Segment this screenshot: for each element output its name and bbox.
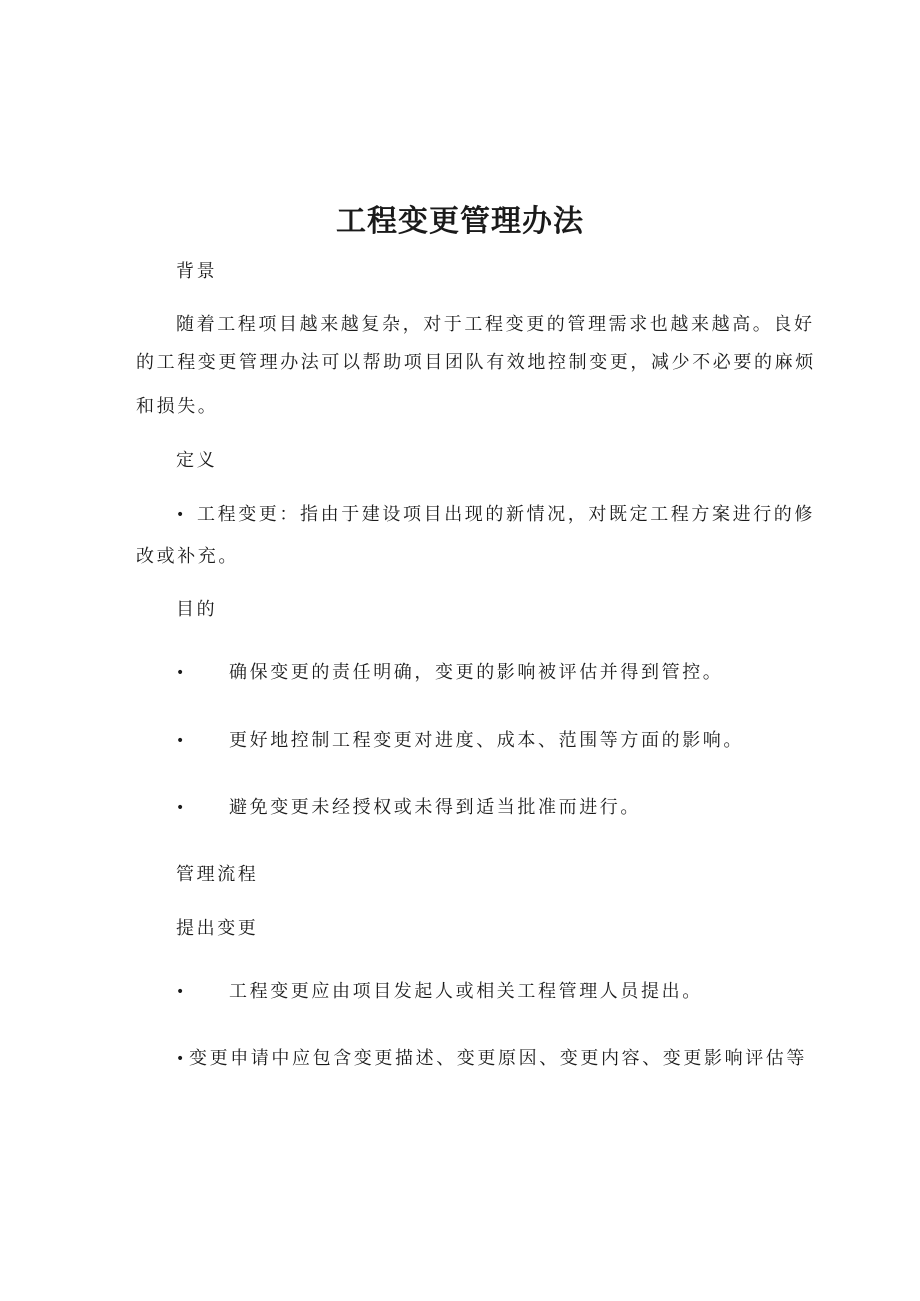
definition-line-1: 工程变更：指由于建设项目出现的新情况，对既定工程方案进行的修 (197, 504, 815, 525)
document-title: 工程变更管理办法 (336, 204, 584, 239)
bullet-icon: • (176, 733, 185, 749)
bullet-icon: • (176, 507, 185, 523)
section-heading-purpose: 目的 (176, 599, 218, 620)
purpose-item: 更好地控制工程变更对进度、成本、范围等方面的影响。 (229, 730, 744, 751)
section-heading-background: 背景 (176, 261, 218, 282)
bullet-icon: • (176, 1051, 185, 1067)
section-heading-process: 管理流程 (176, 864, 259, 885)
process-item: 工程变更应由项目发起人或相关工程管理人员提出。 (229, 981, 703, 1002)
definition-line-2: 改或补充。 (136, 546, 239, 567)
background-paragraph-line-3: 和损失。 (136, 396, 219, 417)
bullet-icon: • (176, 800, 185, 816)
background-paragraph-line-1: 随着工程项目越来越复杂，对于工程变更的管理需求也越来越高。良好 (176, 314, 815, 335)
purpose-item: 确保变更的责任明确，变更的影响被评估并得到管控。 (229, 662, 724, 683)
section-heading-definition: 定义 (176, 450, 218, 471)
purpose-item: 避免变更未经授权或未得到适当批准而进行。 (229, 797, 641, 818)
bullet-icon: • (176, 984, 185, 1000)
process-item: 变更申请中应包含变更描述、变更原因、变更内容、变更影响评估等 (189, 1048, 807, 1069)
background-paragraph-line-2: 的工程变更管理办法可以帮助项目团队有效地控制变更，减少不必要的麻烦 (136, 352, 816, 373)
subsection-heading-propose-change: 提出变更 (176, 918, 259, 939)
bullet-icon: • (176, 665, 185, 681)
